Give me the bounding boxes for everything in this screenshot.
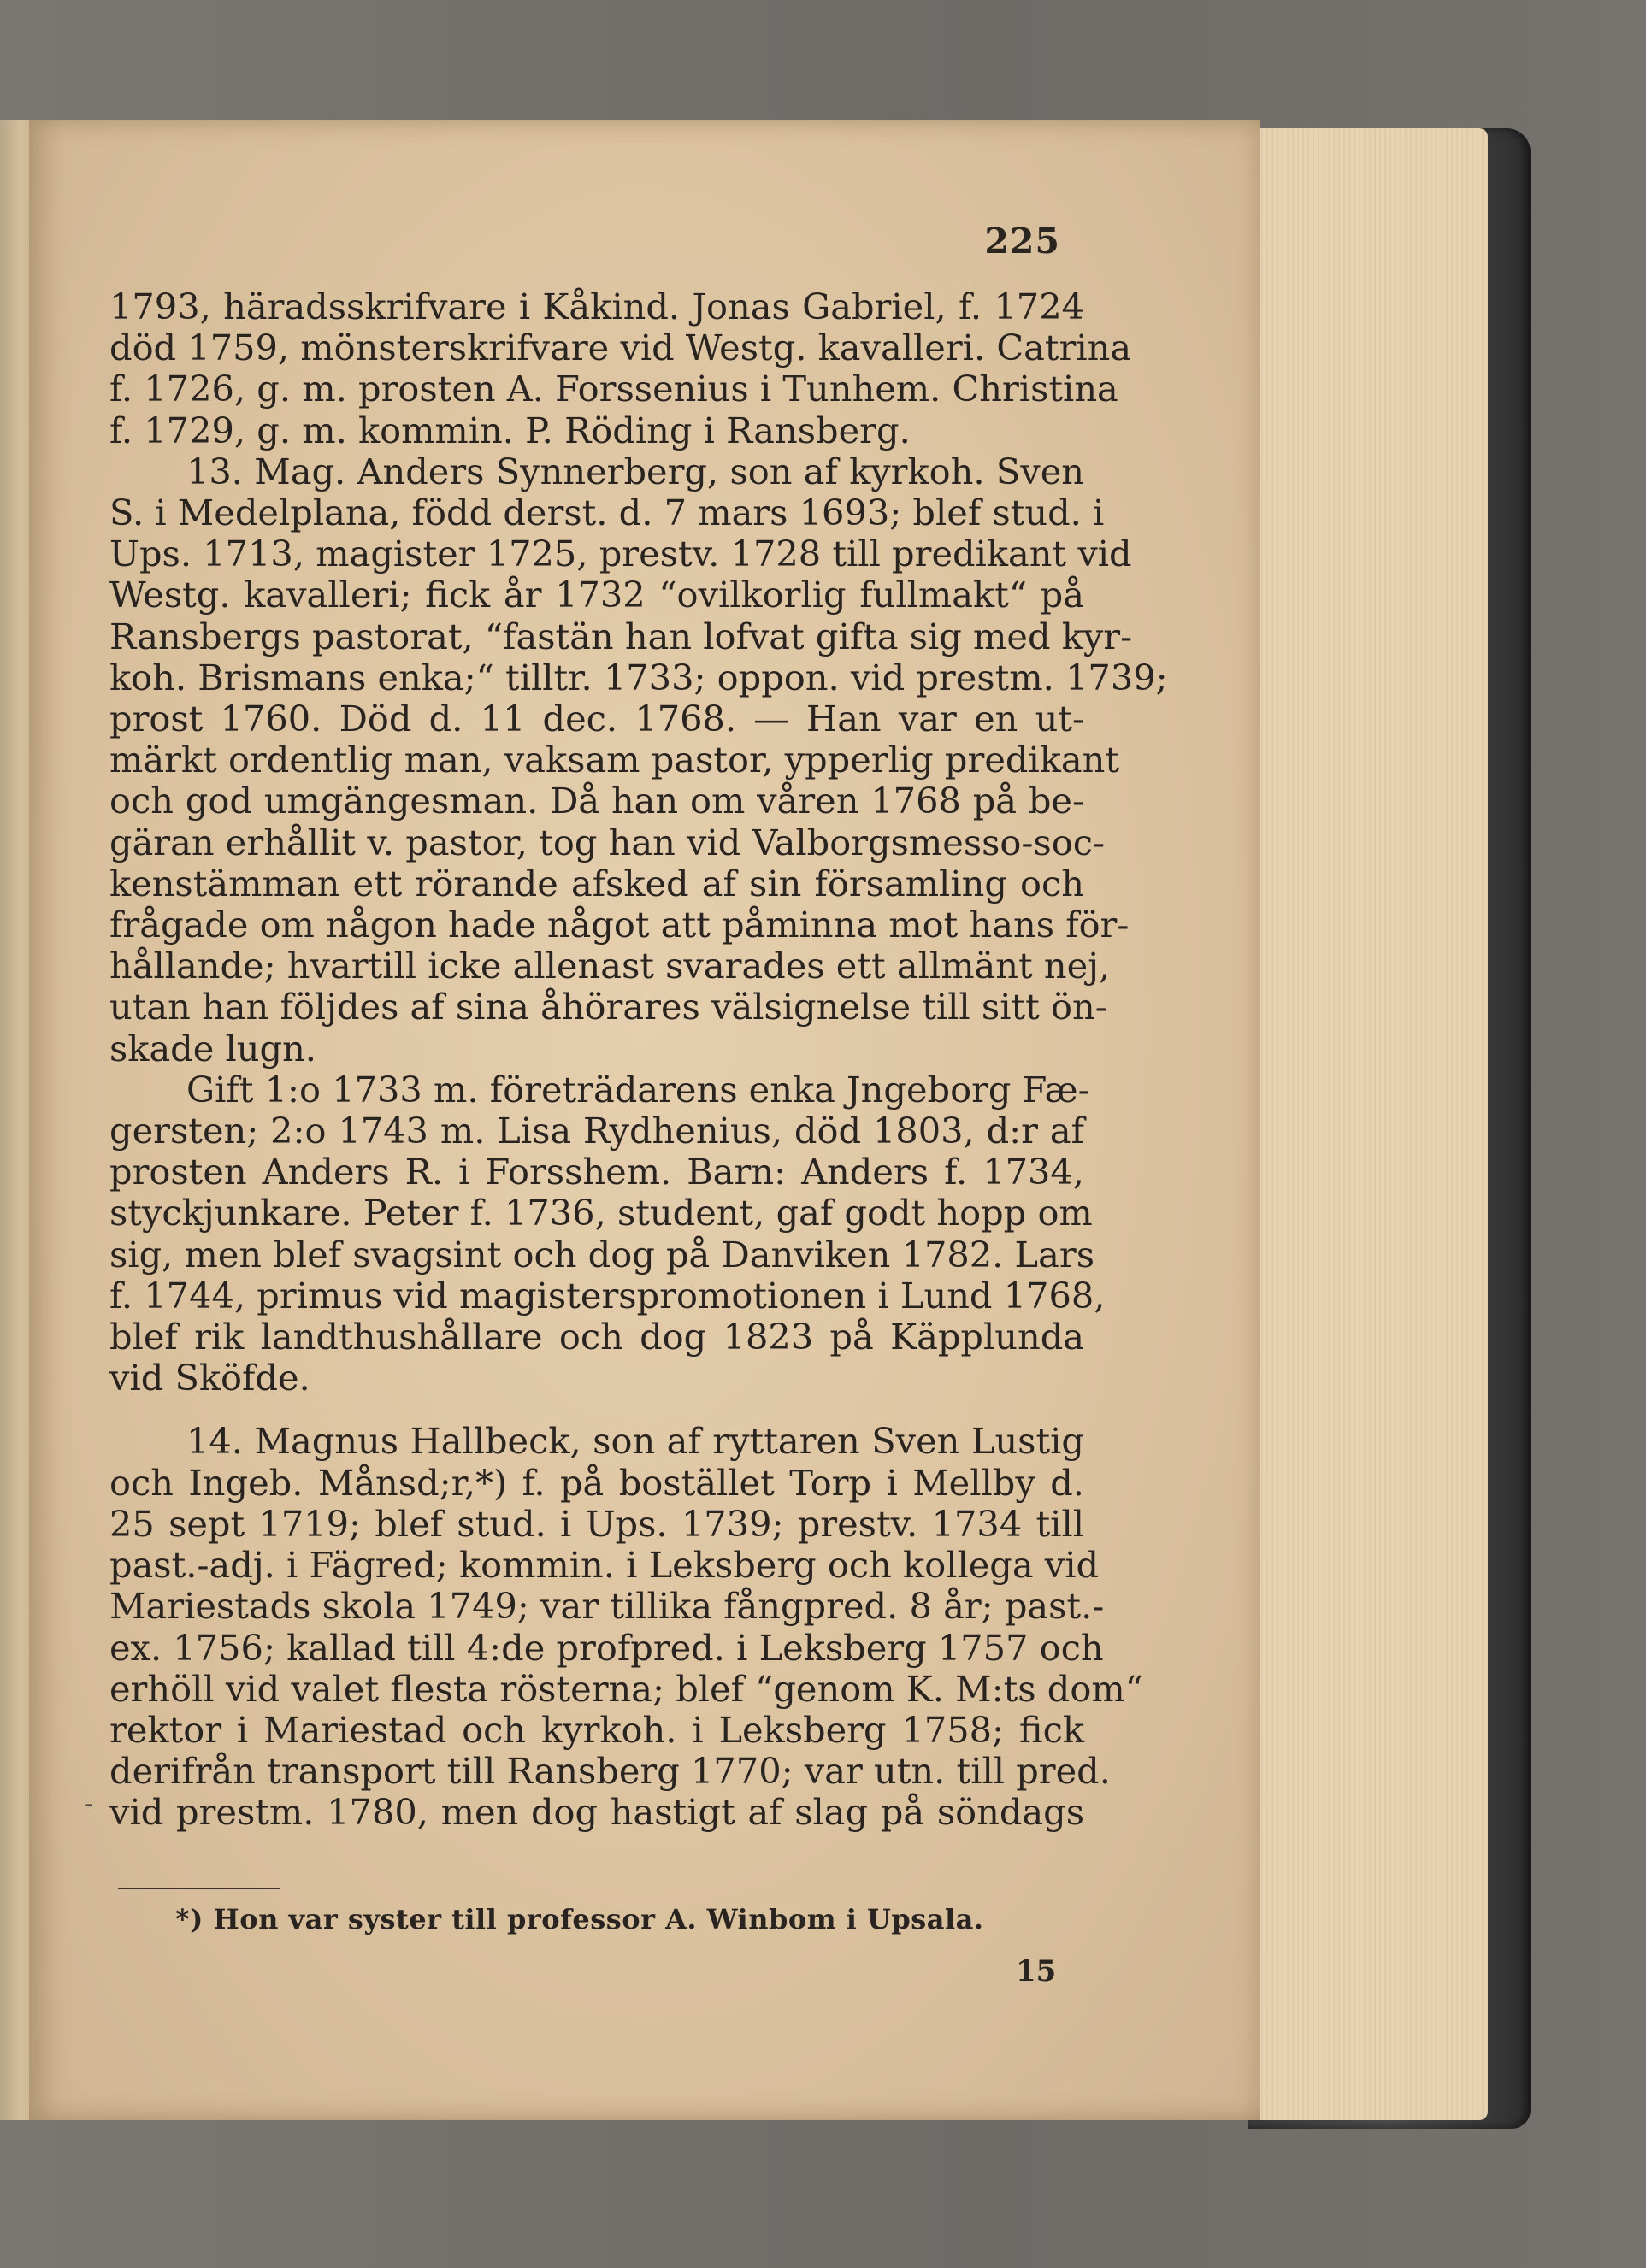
text-line: f. 1726, g. m. prosten A. Forssenius i Tunhem. Christina [109, 368, 1118, 410]
text-line: 25 sept 1719; blef stud. i Ups. 1739; prestv. 1734 till [109, 1502, 1084, 1545]
footnote: *) Hon var syster till professor A. Winbom i Upsala. [175, 1903, 984, 1935]
text-line: och Ingeb. Månsd;r,*) f. på bostället Torp i Mellby d. [109, 1461, 1084, 1504]
text-line: Ups. 1713, magister 1725, prestv. 1728 till predikant vid [109, 533, 1132, 575]
text-line: prosten Anders R. i Forsshem. Barn: Anders f. 1734, [109, 1151, 1084, 1193]
text-line: skade lugn. [109, 1027, 316, 1069]
text-line: past.-adj. i Fägred; kommin. i Leksberg och kollega vid [109, 1544, 1100, 1587]
text-line: gäran erhållit v. pastor, tog han vid Valborgsmesso-soc- [109, 821, 1105, 863]
text-line: vid Sköfde. [109, 1357, 310, 1399]
text-line: gersten; 2:o 1743 m. Lisa Rydhenius, död 1803, d:r af [109, 1110, 1084, 1152]
text-line: derifrån transport till Ransberg 1770; var utn. till pred. [109, 1750, 1111, 1793]
text-line: utan han följdes af sina åhörares välsignelse till sitt ön- [109, 986, 1107, 1028]
text-line: koh. Brismans enka;“ tilltr. 1733; oppon. vid prestm. 1739; [109, 656, 1168, 698]
page-number: 225 [984, 221, 1060, 262]
text-line: frågade om någon hade något att påminna mot hans för- [109, 904, 1130, 946]
signature-mark: 15 [1016, 1954, 1057, 1988]
text-line: sig, men blef svagsint och dog på Danviken 1782. Lars [109, 1233, 1094, 1275]
text-line: ex. 1756; kallad till 4:de profpred. i Leksberg 1757 och [109, 1626, 1104, 1669]
text-line: 13. Mag. Anders Synnerberg, son af kyrkoh. Sven [186, 450, 1084, 492]
text-line: och god umgängesman. Då han om våren 1768 på be- [109, 780, 1084, 822]
text-line: Ransbergs pastorat, “fastän han lofvat gifta sig med kyr- [109, 615, 1133, 657]
body-text [109, 286, 1168, 1834]
text-line: död 1759, mönsterskrifvare vid Westg. kavalleri. Catrina [109, 327, 1132, 369]
footnote-rule [118, 1888, 280, 1889]
text-line: vid prestm. 1780, men dog hastigt af slag på söndags [109, 1791, 1084, 1834]
text-line: f. 1744, primus vid magisterspromotionen i Lund 1768, [109, 1274, 1106, 1317]
page-stack-edges [1248, 128, 1488, 2120]
text-line: f. 1729, g. m. kommin. P. Röding i Ransberg. [109, 409, 911, 451]
text-line: hållande; hvartill icke allenast svarades ett allmänt nej, [109, 945, 1111, 987]
text-line: blef rik landthushållare och dog 1823 på Käpplunda [109, 1316, 1084, 1358]
text-line: 1793, häradsskrifvare i Kåkind. Jonas Gabriel, f. 1724 [109, 286, 1084, 327]
text-line: S. i Medelplana, född derst. d. 7 mars 1693; blef stud. i [109, 492, 1105, 534]
text-line: 14. Magnus Hallbeck, son af ryttaren Sven Lustig [186, 1420, 1084, 1463]
margin-mark: - [84, 1787, 94, 1821]
text-line: prost 1760. Död d. 11 dec. 1768. — Han var en ut- [109, 698, 1084, 740]
text-line: erhöll vid valet flesta rösterna; blef “genom K. M:ts dom“ [109, 1667, 1143, 1710]
text-line: kenstämman ett rörande afsked af sin församling och [109, 862, 1084, 904]
text-line: märkt ordentlig man, vaksam pastor, ypperlig predikant [109, 739, 1120, 781]
text-line: rektor i Mariestad och kyrkoh. i Leksberg 1758; fick [109, 1708, 1084, 1751]
text-line: Gift 1:o 1733 m. företrädarens enka Jngeborg Fæ- [186, 1068, 1090, 1110]
text-line: Mariestads skola 1749; var tillika fångpred. 8 år; past.- [109, 1585, 1105, 1628]
text-line: Westg. kavalleri; fick år 1732 “ovilkorlig fullmakt“ på [109, 574, 1084, 616]
text-line: styckjunkare. Peter f. 1736, student, gaf godt hopp om [109, 1192, 1093, 1234]
